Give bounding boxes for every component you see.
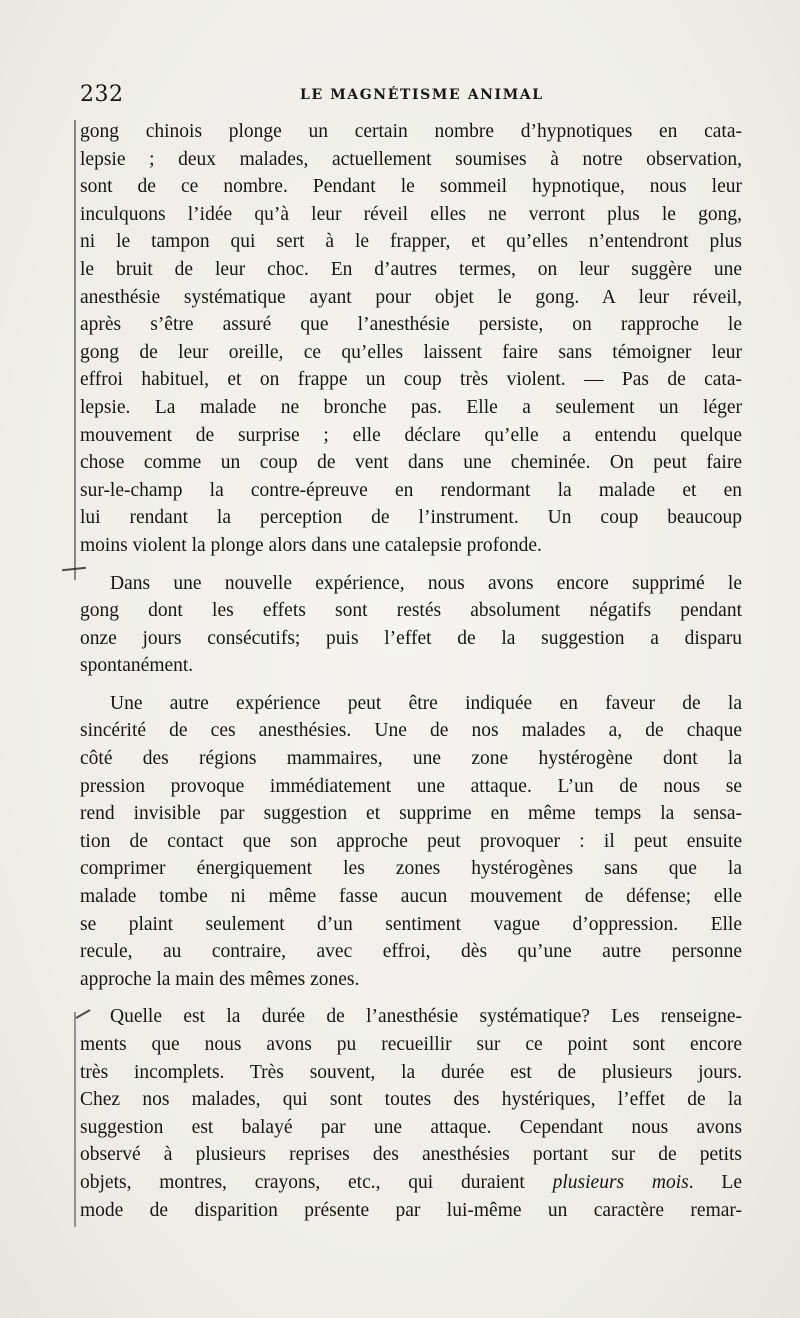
text-line: recule, au contraire, avec effroi, dès qu’une autre personne [80, 941, 742, 963]
text-line-with-italic [80, 1169, 742, 1197]
text-line: malade tombe ni même fasse aucun mouvement de défense; elle [80, 886, 742, 908]
text-line: ni le tampon qui sert à le frapper, et qu’elles n’entendront plus [80, 231, 742, 253]
text-line: sont de ce nombre. Pendant le sommeil hypnotique, nous leur [80, 176, 742, 198]
text-line: lui rendant la perception de l’instrument. Un coup beaucoup [80, 507, 742, 529]
text-line: sincérité de ces anesthésies. Une de nos malades a, de chaque [80, 720, 742, 742]
text-line: côté des régions mammaires, une zone hystérogène dont la [80, 748, 742, 770]
text-line: tion de contact que son approche peut provoquer : il peut ensuite [80, 830, 742, 852]
paragraph [80, 690, 742, 994]
text-line: anesthésie systématique ayant pour objet le gong. A leur réveil, [80, 286, 742, 308]
text-line: après s’être assuré que l’anesthésie persiste, on rapproche le [80, 314, 742, 336]
text-line: Une autre expérience peut être indiquée en faveur de la [110, 692, 742, 714]
page-number: 232 [80, 82, 124, 107]
text-line: suggestion est balayé par une attaque. Cependant nous avons [80, 1116, 742, 1138]
page-header [80, 82, 740, 112]
paragraph [80, 118, 742, 560]
text-line: approche la main des mêmes zones. [80, 968, 360, 990]
text-line: très incomplets. Très souvent, la durée est de plusieurs jours. [80, 1061, 742, 1083]
margin-pencil-bracket [74, 1012, 76, 1227]
text-line: comprimer énergiquement les zones hystérogènes sans que la [80, 858, 742, 880]
text-line: se plaint seulement d’un sentiment vague d’oppression. Elle [80, 913, 742, 935]
text-run: . Le [688, 1171, 742, 1193]
text-line: lepsie ; deux malades, actuellement soumises à notre observation, [80, 148, 742, 170]
text-line: gong chinois plonge un certain nombre d’hypnotiques en cata- [80, 121, 742, 142]
text-line: ments que nous avons pu recueillir sur ce point sont encore [80, 1034, 742, 1055]
text-line: mode de disparition présente par lui-même un caractère remar- [80, 1199, 742, 1221]
text-run: objets, montres, crayons, etc., qui duraient [80, 1171, 553, 1193]
text-line: moins violent la plonge alors dans une catalepsie profonde. [80, 534, 542, 556]
paragraph [80, 570, 742, 680]
text-line: rend invisible par suggestion et supprime en même temps la sensa- [80, 803, 742, 825]
text-line: gong dont les effets sont restés absolument négatifs pendant [80, 600, 742, 622]
text-line: inculquons l’idée qu’à leur réveil elles ne verront plus le gong, [80, 203, 742, 225]
text-line: observé à plusieurs reprises des anesthésies portant sur de petits [80, 1144, 742, 1166]
text-line: chose comme un coup de vent dans une cheminée. On peut faire [80, 452, 742, 474]
text-line: sur-le-champ la contre-épreuve en rendormant la malade et en [80, 479, 742, 501]
paragraph [80, 1003, 742, 1224]
text-line: Chez nos malades, qui sont toutes des hystériques, l’effet de la [80, 1089, 742, 1111]
text-line: le bruit de leur choc. En d’autres termes, on leur suggère une [80, 258, 742, 280]
body-text [80, 118, 742, 1224]
margin-pencil-mark [74, 120, 76, 580]
text-line: spontanément. [80, 655, 194, 677]
text-line: gong de leur oreille, ce qu’elles laissent faire sans témoigner leur [80, 341, 742, 363]
text-line: effroi habituel, et on frappe un coup très violent. — Pas de cata- [80, 369, 742, 391]
text-line: mouvement de surprise ; elle déclare qu’elle a entendu quelque [80, 424, 742, 446]
italic-phrase: plusieurs mois [552, 1171, 689, 1193]
text-line: Quelle est la durée de l’anesthésie systématique? Les renseigne- [110, 1006, 742, 1028]
text-line: pression provoque immédiatement une attaque. L’un de nous se [80, 775, 742, 797]
text-line: Dans une nouvelle expérience, nous avons encore supprimé le [110, 572, 742, 594]
text-line: lepsie. La malade ne bronche pas. Elle a seulement un léger [80, 396, 742, 418]
text-line: onze jours consécutifs; puis l’effet de la suggestion a disparu [80, 627, 742, 649]
running-head: LE MAGNÉTISME ANIMAL [300, 87, 544, 103]
